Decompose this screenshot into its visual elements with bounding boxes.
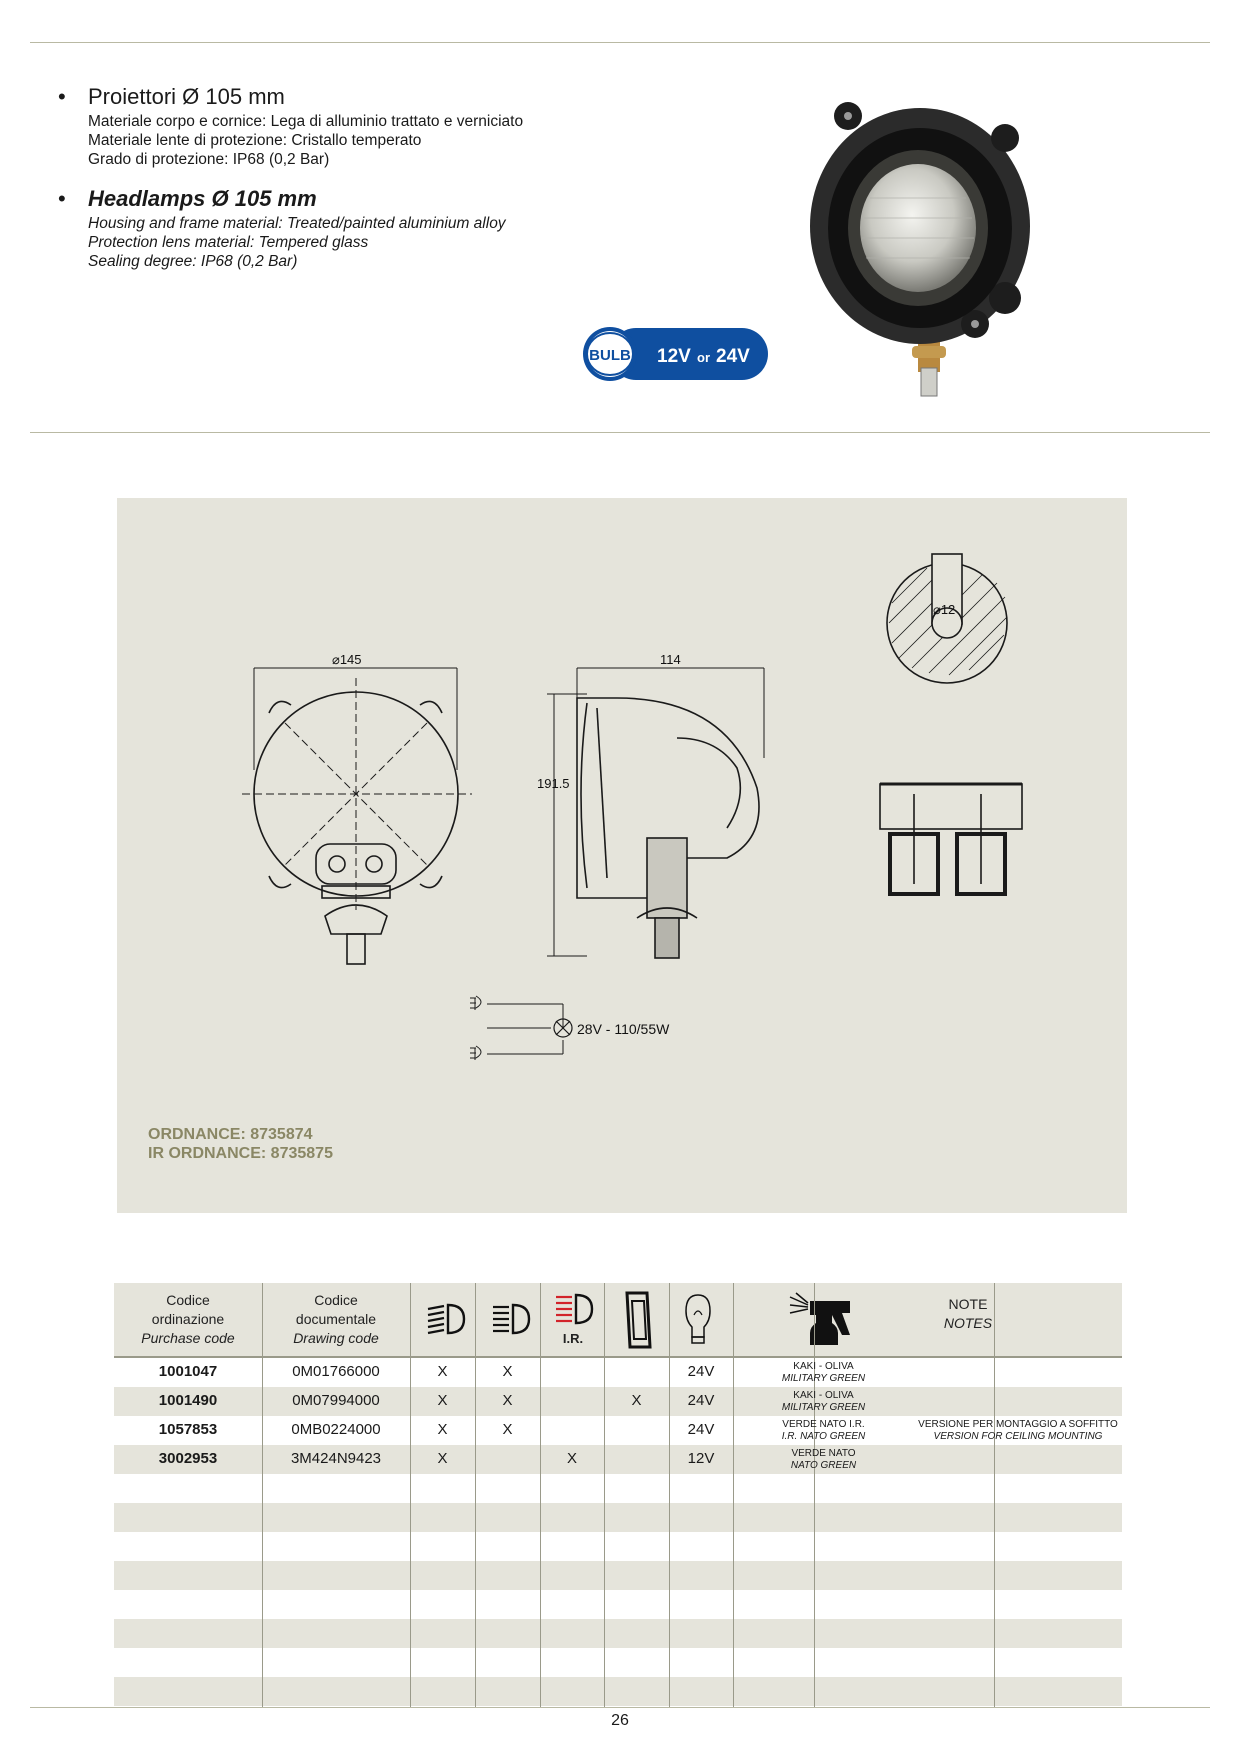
low-beam-mark: X — [437, 1421, 448, 1438]
english-line-3: Sealing degree: IP68 (0,2 Bar) — [88, 253, 298, 270]
column-divider — [994, 1283, 995, 1707]
headlamp-photo — [800, 88, 1050, 408]
ordnance-value: 8735874 — [250, 1126, 313, 1143]
footer-rule — [30, 1707, 1210, 1708]
ir-ordnance-value: 8735875 — [270, 1145, 333, 1162]
voltage-24v: 24V — [716, 346, 750, 367]
color-cell: VERDE NATO I.R. I.R. NATO GREEN — [781, 1419, 866, 1442]
bulb-icon — [684, 1293, 712, 1347]
table-row — [114, 1503, 1122, 1532]
front-view-drawing — [117, 498, 1127, 1213]
drawing-code: 3M424N9423 — [290, 1450, 382, 1467]
english-line-1: Housing and frame material: Treated/painted aluminium alloy — [88, 215, 506, 232]
voltage-or: or — [697, 350, 710, 365]
high-beam-icon — [491, 1301, 531, 1337]
ir-ordnance-line — [148, 1145, 333, 1163]
header-ir-label: I.R. — [562, 1331, 584, 1346]
voltage: 24V — [687, 1421, 715, 1438]
purchase-code: 1001047 — [158, 1363, 218, 1380]
low-beam-mark: X — [437, 1363, 448, 1380]
bulb-label: BULB — [589, 347, 631, 364]
high-beam-mark: X — [502, 1363, 513, 1380]
color-cell: KAKI - OLIVA MILITARY GREEN — [781, 1390, 866, 1413]
header-bottom-rule — [30, 432, 1210, 433]
ir-ordnance-label: IR ORDNANCE: — [148, 1145, 267, 1162]
dim-height-label: 191.5 — [537, 776, 570, 791]
ordnance-label: ORDNANCE: — [148, 1126, 246, 1143]
voltage: 12V — [687, 1450, 715, 1467]
dim-hole-label: ⌀12 — [933, 602, 956, 617]
purchase-code: 1001490 — [158, 1392, 218, 1409]
italian-line-2: Materiale lente di protezione: Cristallo temperato — [88, 132, 422, 149]
purchase-code: 3002953 — [158, 1450, 218, 1467]
ir-mark: X — [566, 1450, 577, 1467]
table-row — [114, 1474, 1122, 1503]
column-divider — [262, 1283, 263, 1707]
table-row — [114, 1561, 1122, 1590]
low-beam-mark: X — [437, 1450, 448, 1467]
dim-diameter-label: ⌀145 — [332, 652, 362, 667]
header-drawing-code: Codice documentale Drawing code — [293, 1292, 379, 1346]
table-row — [114, 1590, 1122, 1619]
column-divider — [814, 1283, 815, 1707]
drawing-code: 0M01766000 — [292, 1363, 380, 1380]
top-rule — [30, 42, 1210, 43]
page-number: 26 — [611, 1712, 629, 1729]
ordnance-line — [148, 1126, 313, 1144]
high-beam-mark: X — [502, 1421, 513, 1438]
technical-drawing-panel — [117, 498, 1127, 1213]
low-beam-icon — [426, 1301, 466, 1337]
column-divider — [410, 1283, 411, 1707]
purchase-code: 1057853 — [158, 1421, 218, 1438]
infrared-beam-icon — [554, 1293, 594, 1327]
column-divider — [540, 1283, 541, 1707]
italian-line-1: Materiale corpo e cornice: Lega di alluminio trattato e verniciato — [88, 113, 524, 130]
grille-guard-icon — [623, 1289, 653, 1351]
drawing-code: 0MB0224000 — [291, 1421, 381, 1438]
circuit-label: 28V - 110/55W — [577, 1021, 670, 1037]
table-row — [114, 1619, 1122, 1648]
column-divider — [669, 1283, 670, 1707]
voltage-12v: 12V — [657, 346, 691, 367]
column-divider — [604, 1283, 605, 1707]
english-line-2: Protection lens material: Tempered glass — [88, 234, 369, 251]
italian-title: Proiettori Ø 105 mm — [88, 84, 285, 109]
voltage: 24V — [687, 1392, 715, 1409]
bullet-icon: • — [58, 84, 66, 109]
drawing-code: 0M07994000 — [292, 1392, 380, 1409]
bullet-icon: • — [58, 186, 66, 211]
table-row — [114, 1532, 1122, 1561]
bulb-voltage-badge — [570, 326, 770, 382]
dim-depth-label: 114 — [660, 652, 681, 667]
column-divider — [475, 1283, 476, 1707]
high-beam-mark: X — [502, 1392, 513, 1409]
voltage: 24V — [687, 1363, 715, 1380]
english-title: Headlamps Ø 105 mm — [88, 186, 317, 211]
table-row — [114, 1677, 1122, 1706]
color-cell: VERDE NATO NATO GREEN — [790, 1448, 857, 1471]
header-notes: NOTE NOTES — [943, 1296, 993, 1331]
header-purchase-code: Codice ordinazione Purchase code — [141, 1292, 235, 1346]
guard-mark: X — [631, 1392, 642, 1409]
table-row — [114, 1648, 1122, 1677]
notes-cell: VERSIONE PER MONTAGGIO A SOFFITTO VERSION FOR CEILING MOUNTING — [918, 1419, 1118, 1442]
italian-line-3: Grado di protezione: IP68 (0,2 Bar) — [88, 151, 330, 168]
color-cell: KAKI - OLIVA MILITARY GREEN — [781, 1361, 866, 1384]
low-beam-mark: X — [437, 1392, 448, 1409]
column-divider — [733, 1283, 734, 1707]
